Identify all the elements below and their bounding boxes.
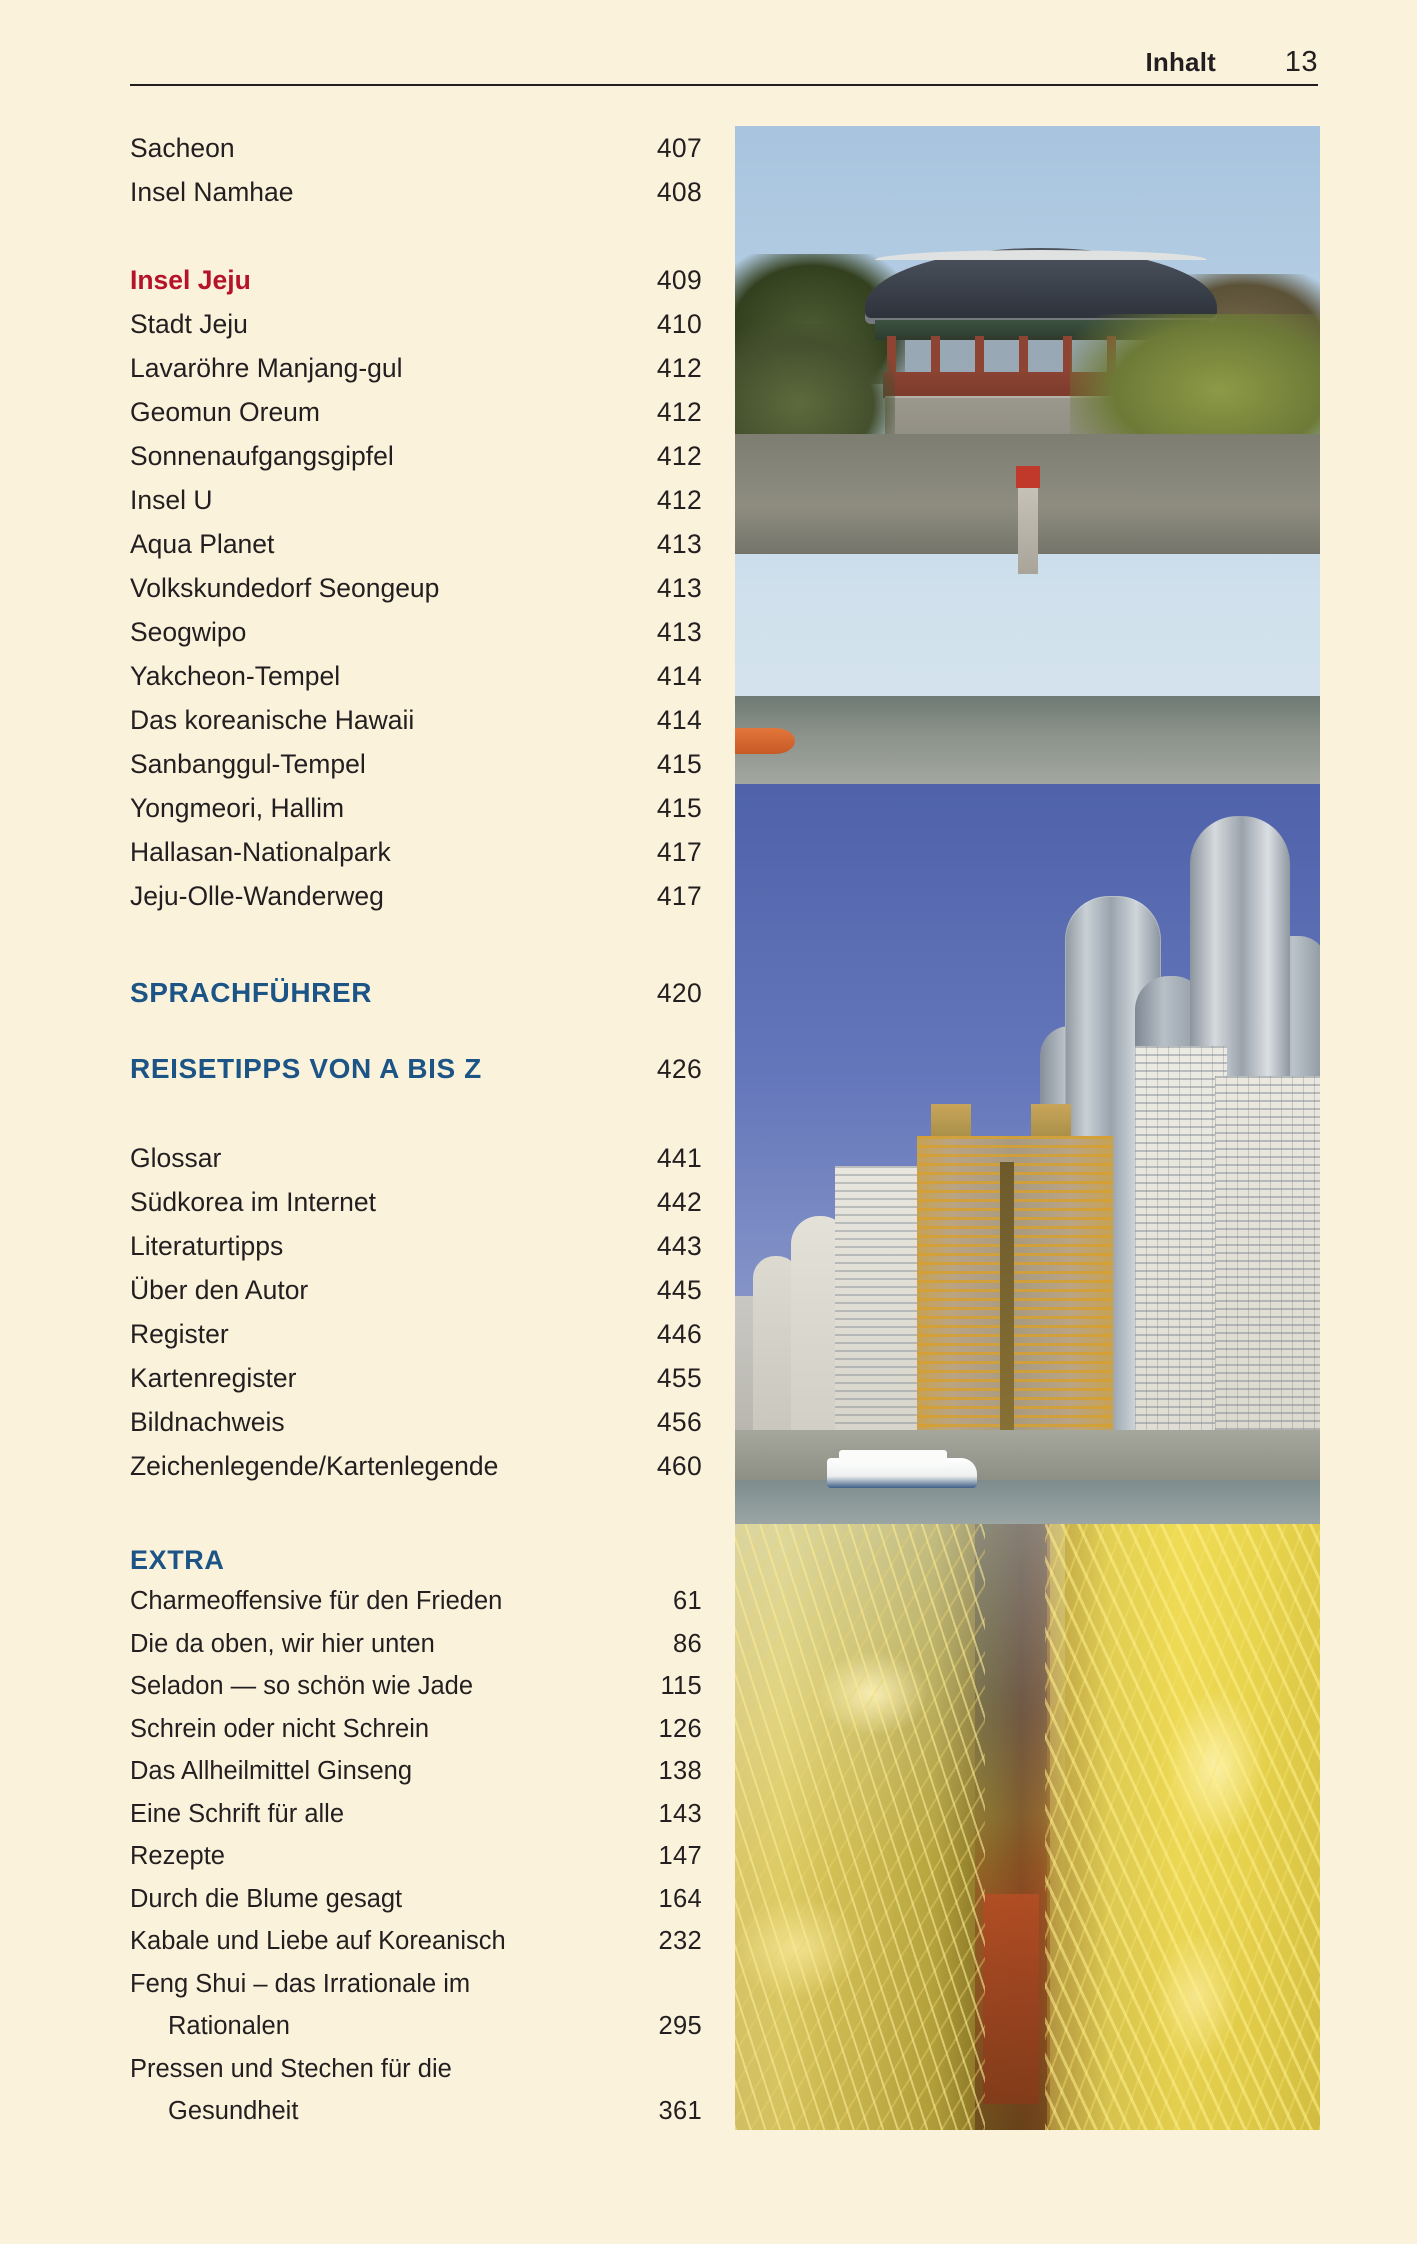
toc-entry[interactable] — [130, 742, 702, 786]
toc-entry[interactable] — [130, 2048, 702, 2091]
photo-ginseng-jars — [735, 1524, 1320, 2130]
stone-marker — [1018, 484, 1038, 574]
toc-entry[interactable] — [130, 170, 702, 214]
page-header — [130, 46, 1318, 86]
toc-entry[interactable] — [130, 1224, 702, 1268]
toc-entry-label: Seladon — so schön wie Jade — [130, 1672, 474, 1700]
toc-entry[interactable] — [130, 610, 702, 654]
ginseng-roots-left — [735, 1524, 985, 2130]
toc-entry[interactable] — [130, 302, 702, 346]
toc-entry-label: Über den Autor — [130, 1275, 309, 1305]
toc-entry-label: Kabale und Liebe auf Koreanisch — [130, 1927, 506, 1955]
toc-entry-label: Seogwipo — [130, 617, 247, 647]
toc-entry-label: Bildnachweis — [130, 1407, 285, 1437]
toc-entry[interactable] — [130, 1750, 702, 1793]
toc-entry-page: 441 — [656, 1143, 702, 1173]
toc-entry-page: 115 — [660, 1672, 702, 1700]
toc-entry-page: 410 — [656, 309, 702, 339]
toc-entry-page: 407 — [656, 133, 702, 163]
toc-entry-label: Sonnenaufgangsgipfel — [130, 441, 394, 471]
toc-entry-page: 61 — [673, 1587, 702, 1615]
toc-entry-label: Lavaröhre Manjang-gul — [130, 353, 403, 383]
toc-entry-label: Die da oben, wir hier unten — [130, 1629, 435, 1658]
toc-group-extra — [130, 1540, 702, 2133]
toc-entry[interactable] — [130, 1793, 702, 1836]
toc-entry-label: Glossar — [130, 1143, 222, 1173]
toc-entry-page: 295 — [658, 2012, 702, 2040]
gold-tower-cap-left — [931, 1104, 971, 1138]
toc-entry[interactable] — [130, 522, 702, 566]
toc-entry-page: 412 — [656, 485, 702, 515]
toc-entry[interactable] — [130, 874, 702, 918]
toc-entry[interactable] — [130, 654, 702, 698]
toc-entry[interactable] — [130, 1580, 702, 1623]
toc-entry-page: 409 — [656, 265, 702, 295]
toc-section-sprachfuehrer[interactable] — [130, 970, 702, 1016]
toc-entry-continuation[interactable] — [130, 2090, 702, 2133]
toc-entry[interactable] — [130, 1623, 702, 1666]
toc-entry-page: 420 — [656, 978, 702, 1008]
toc-entry-page: 445 — [656, 1275, 702, 1305]
toc-entry-page: 138 — [658, 1757, 702, 1785]
toc-entry-label: Rationalen — [168, 2012, 290, 2040]
page-title: Inhalt — [1145, 47, 1216, 77]
toc-entry-label: Durch die Blume gesagt — [130, 1884, 403, 1913]
toc-entry-page: 417 — [656, 837, 702, 867]
toc-entry-label: Aqua Planet — [130, 529, 275, 559]
toc-entry-label: Insel Jeju — [130, 265, 251, 295]
waterfront-podium — [735, 1430, 1320, 1482]
toc-entry[interactable] — [130, 1444, 702, 1488]
toc-entry-label: Charmeoffensive für den Frieden — [130, 1587, 503, 1615]
toc-entry-label: Yakcheon-Tempel — [130, 661, 341, 691]
toc-entry-page: 442 — [656, 1187, 702, 1217]
toc-entry-page: 460 — [656, 1451, 702, 1481]
toc-entry-label: SPRACHFÜHRER — [130, 977, 373, 1008]
toc-entry-page: 417 — [656, 881, 702, 911]
toc-entry[interactable] — [130, 434, 702, 478]
toc-entry-label: Rezepte — [130, 1842, 225, 1870]
ferry-upper-deck — [839, 1450, 947, 1466]
toc-entry-page: 455 — [656, 1363, 702, 1393]
header-rule — [130, 46, 1318, 86]
toc-entry-page: 413 — [656, 529, 702, 559]
toc-entry-page: 443 — [656, 1231, 702, 1261]
toc-entry-page: 86 — [673, 1629, 702, 1658]
toc-entry[interactable] — [130, 566, 702, 610]
toc-entry-page: 456 — [656, 1407, 702, 1437]
toc-entry[interactable] — [130, 1920, 702, 1963]
toc-entry[interactable] — [130, 390, 702, 434]
toc-entry-label: REISETIPPS VON A BIS Z — [130, 1053, 482, 1084]
toc-entry-label: Hallasan-Nationalpark — [130, 837, 391, 867]
toc-entry-label: Sacheon — [130, 133, 235, 163]
toc-entry-page: 413 — [656, 617, 702, 647]
toc-entry-label: Yongmeori, Hallim — [130, 793, 345, 823]
sea-water — [735, 1480, 1320, 1524]
toc-entry[interactable] — [130, 830, 702, 874]
toc-entry-label: Eine Schrift für alle — [130, 1799, 345, 1828]
gold-tower-center-slot — [1000, 1162, 1014, 1462]
toc-entry[interactable] — [130, 1356, 702, 1400]
section-spacer — [130, 1488, 702, 1540]
toc-entry-label: Das koreanische Hawaii — [130, 705, 415, 735]
section-spacer — [130, 1016, 702, 1046]
white-apartment-right-2 — [1215, 1076, 1320, 1466]
toc-entry-continuation[interactable] — [130, 2005, 702, 2048]
toc-entry[interactable] — [130, 1665, 702, 1708]
toc-entry-label: Gesundheit — [168, 2097, 299, 2125]
toc-entry-page: 164 — [658, 1884, 702, 1913]
toc-entry-page: 412 — [656, 353, 702, 383]
gold-tower-cap-right — [1031, 1104, 1071, 1138]
toc-entry-page: 412 — [656, 441, 702, 471]
toc-entry-label: Literaturtipps — [130, 1231, 284, 1261]
toc-entry-page: 446 — [656, 1319, 702, 1349]
toc-entry[interactable] — [130, 1180, 702, 1224]
toc-entry[interactable] — [130, 126, 702, 170]
toc-entry-label: Feng Shui – das Irrationale im — [130, 1969, 471, 1998]
toc-entry-label: Das Allheilmittel Ginseng — [130, 1757, 413, 1785]
white-tower-left-1 — [835, 1166, 925, 1466]
toc-entry[interactable] — [130, 1400, 702, 1444]
toc-group-sacheon — [130, 126, 702, 214]
gold-tower — [917, 1136, 1113, 1466]
toc-entry[interactable] — [130, 1268, 702, 1312]
red-marker-top — [1016, 466, 1040, 488]
toc-entry-page: 361 — [658, 2097, 702, 2125]
toc-entry-label: Geomun Oreum — [130, 397, 320, 427]
section-spacer — [130, 918, 702, 970]
toc-entry-page: 426 — [656, 1054, 702, 1084]
header-page-number: 13 — [1284, 46, 1318, 78]
river-water — [735, 696, 1320, 784]
toc-entry-label: Insel Namhae — [130, 177, 294, 207]
ginseng-roots-right — [1045, 1524, 1320, 2130]
toc-entry-label: Zeichenlegende/Kartenlegende — [130, 1451, 499, 1481]
toc-entry-label: Insel U — [130, 485, 213, 515]
photo-korean-pavilion — [735, 126, 1320, 784]
toc-entry-label: Stadt Jeju — [130, 309, 248, 339]
toc-entry-label: Südkorea im Internet — [130, 1187, 376, 1217]
toc-entry-label: Pressen und Stechen für die — [130, 2054, 452, 2083]
toc-entry[interactable] — [130, 1835, 702, 1878]
toc-entry[interactable] — [130, 786, 702, 830]
toc-entry[interactable] — [130, 478, 702, 522]
photo-busan-skyline — [735, 784, 1320, 1524]
toc-entry[interactable] — [130, 1708, 702, 1751]
toc-entry[interactable] — [130, 1136, 702, 1180]
section-spacer — [130, 1092, 702, 1136]
toc-entry-page: 232 — [658, 1927, 702, 1955]
toc-entry-label: Kartenregister — [130, 1363, 297, 1393]
toc-entry-label: Schrein oder nicht Schrein — [130, 1714, 430, 1743]
toc-entry-page: 415 — [656, 793, 702, 823]
toc-entry-label: Register — [130, 1319, 229, 1349]
toc-entry-page: 414 — [656, 661, 702, 691]
toc-entry-page: 412 — [656, 397, 702, 427]
orange-boat — [735, 728, 795, 754]
white-apartment-right-1 — [1135, 1046, 1227, 1466]
extra-heading: EXTRA — [130, 1545, 225, 1575]
toc-entry-label: Volkskundedorf Seongeup — [130, 573, 440, 603]
toc-entry-page: 126 — [658, 1714, 702, 1743]
toc-entry-page: 408 — [656, 177, 702, 207]
toc-group-back-matter — [130, 1136, 702, 1488]
photo-column — [735, 126, 1320, 2130]
toc-entry-page: 415 — [656, 749, 702, 779]
toc-entry[interactable] — [130, 1312, 702, 1356]
toc-group-insel-jeju — [130, 258, 702, 918]
toc-entry-label: Jeju-Olle-Wanderweg — [130, 881, 384, 911]
toc-entry-page: 413 — [656, 573, 702, 603]
toc-entry-label: Sanbanggul-Tempel — [130, 749, 366, 779]
toc-entry[interactable] — [130, 1878, 702, 1921]
toc-heading-insel-jeju[interactable] — [130, 258, 702, 302]
toc-entry-page: 414 — [656, 705, 702, 735]
toc-entry[interactable] — [130, 1963, 702, 2006]
toc-entry[interactable] — [130, 346, 702, 390]
toc-section-reisetipps[interactable] — [130, 1046, 702, 1092]
toc-entry[interactable] — [130, 698, 702, 742]
table-of-contents — [130, 126, 702, 2133]
toc-entry-page: 143 — [658, 1799, 702, 1828]
toc-entry-page: 147 — [658, 1842, 702, 1870]
section-spacer — [130, 214, 702, 258]
